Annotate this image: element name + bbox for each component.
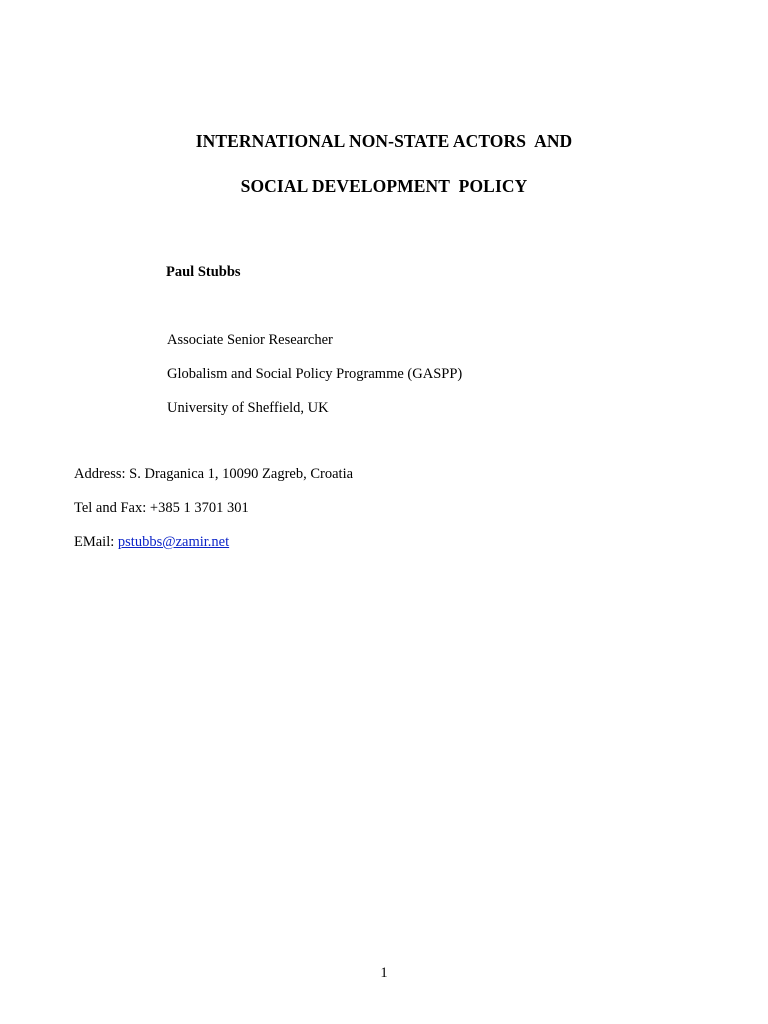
email-link[interactable]: pstubbs@zamir.net — [117, 534, 230, 550]
affiliation-programme: Globalism and Social Policy Programme (GASPP) — [167, 366, 463, 382]
title-line-1: INTERNATIONAL NON-STATE ACTORS AND — [195, 131, 573, 151]
contact-email-line — [74, 534, 229, 551]
contact-address: Address: S. Draganica 1, 10090 Zagreb, Croatia — [74, 466, 354, 482]
email-label: EMail: — [74, 534, 118, 550]
affiliation-university: University of Sheffield, UK — [167, 400, 329, 416]
page-number: 1 — [380, 965, 388, 981]
author-name: Paul Stubbs — [166, 264, 241, 280]
title-line-2: SOCIAL DEVELOPMENT POLICY — [240, 176, 528, 196]
affiliation-position: Associate Senior Researcher — [167, 332, 333, 348]
contact-tel-fax: Tel and Fax: +385 1 3701 301 — [74, 500, 249, 516]
